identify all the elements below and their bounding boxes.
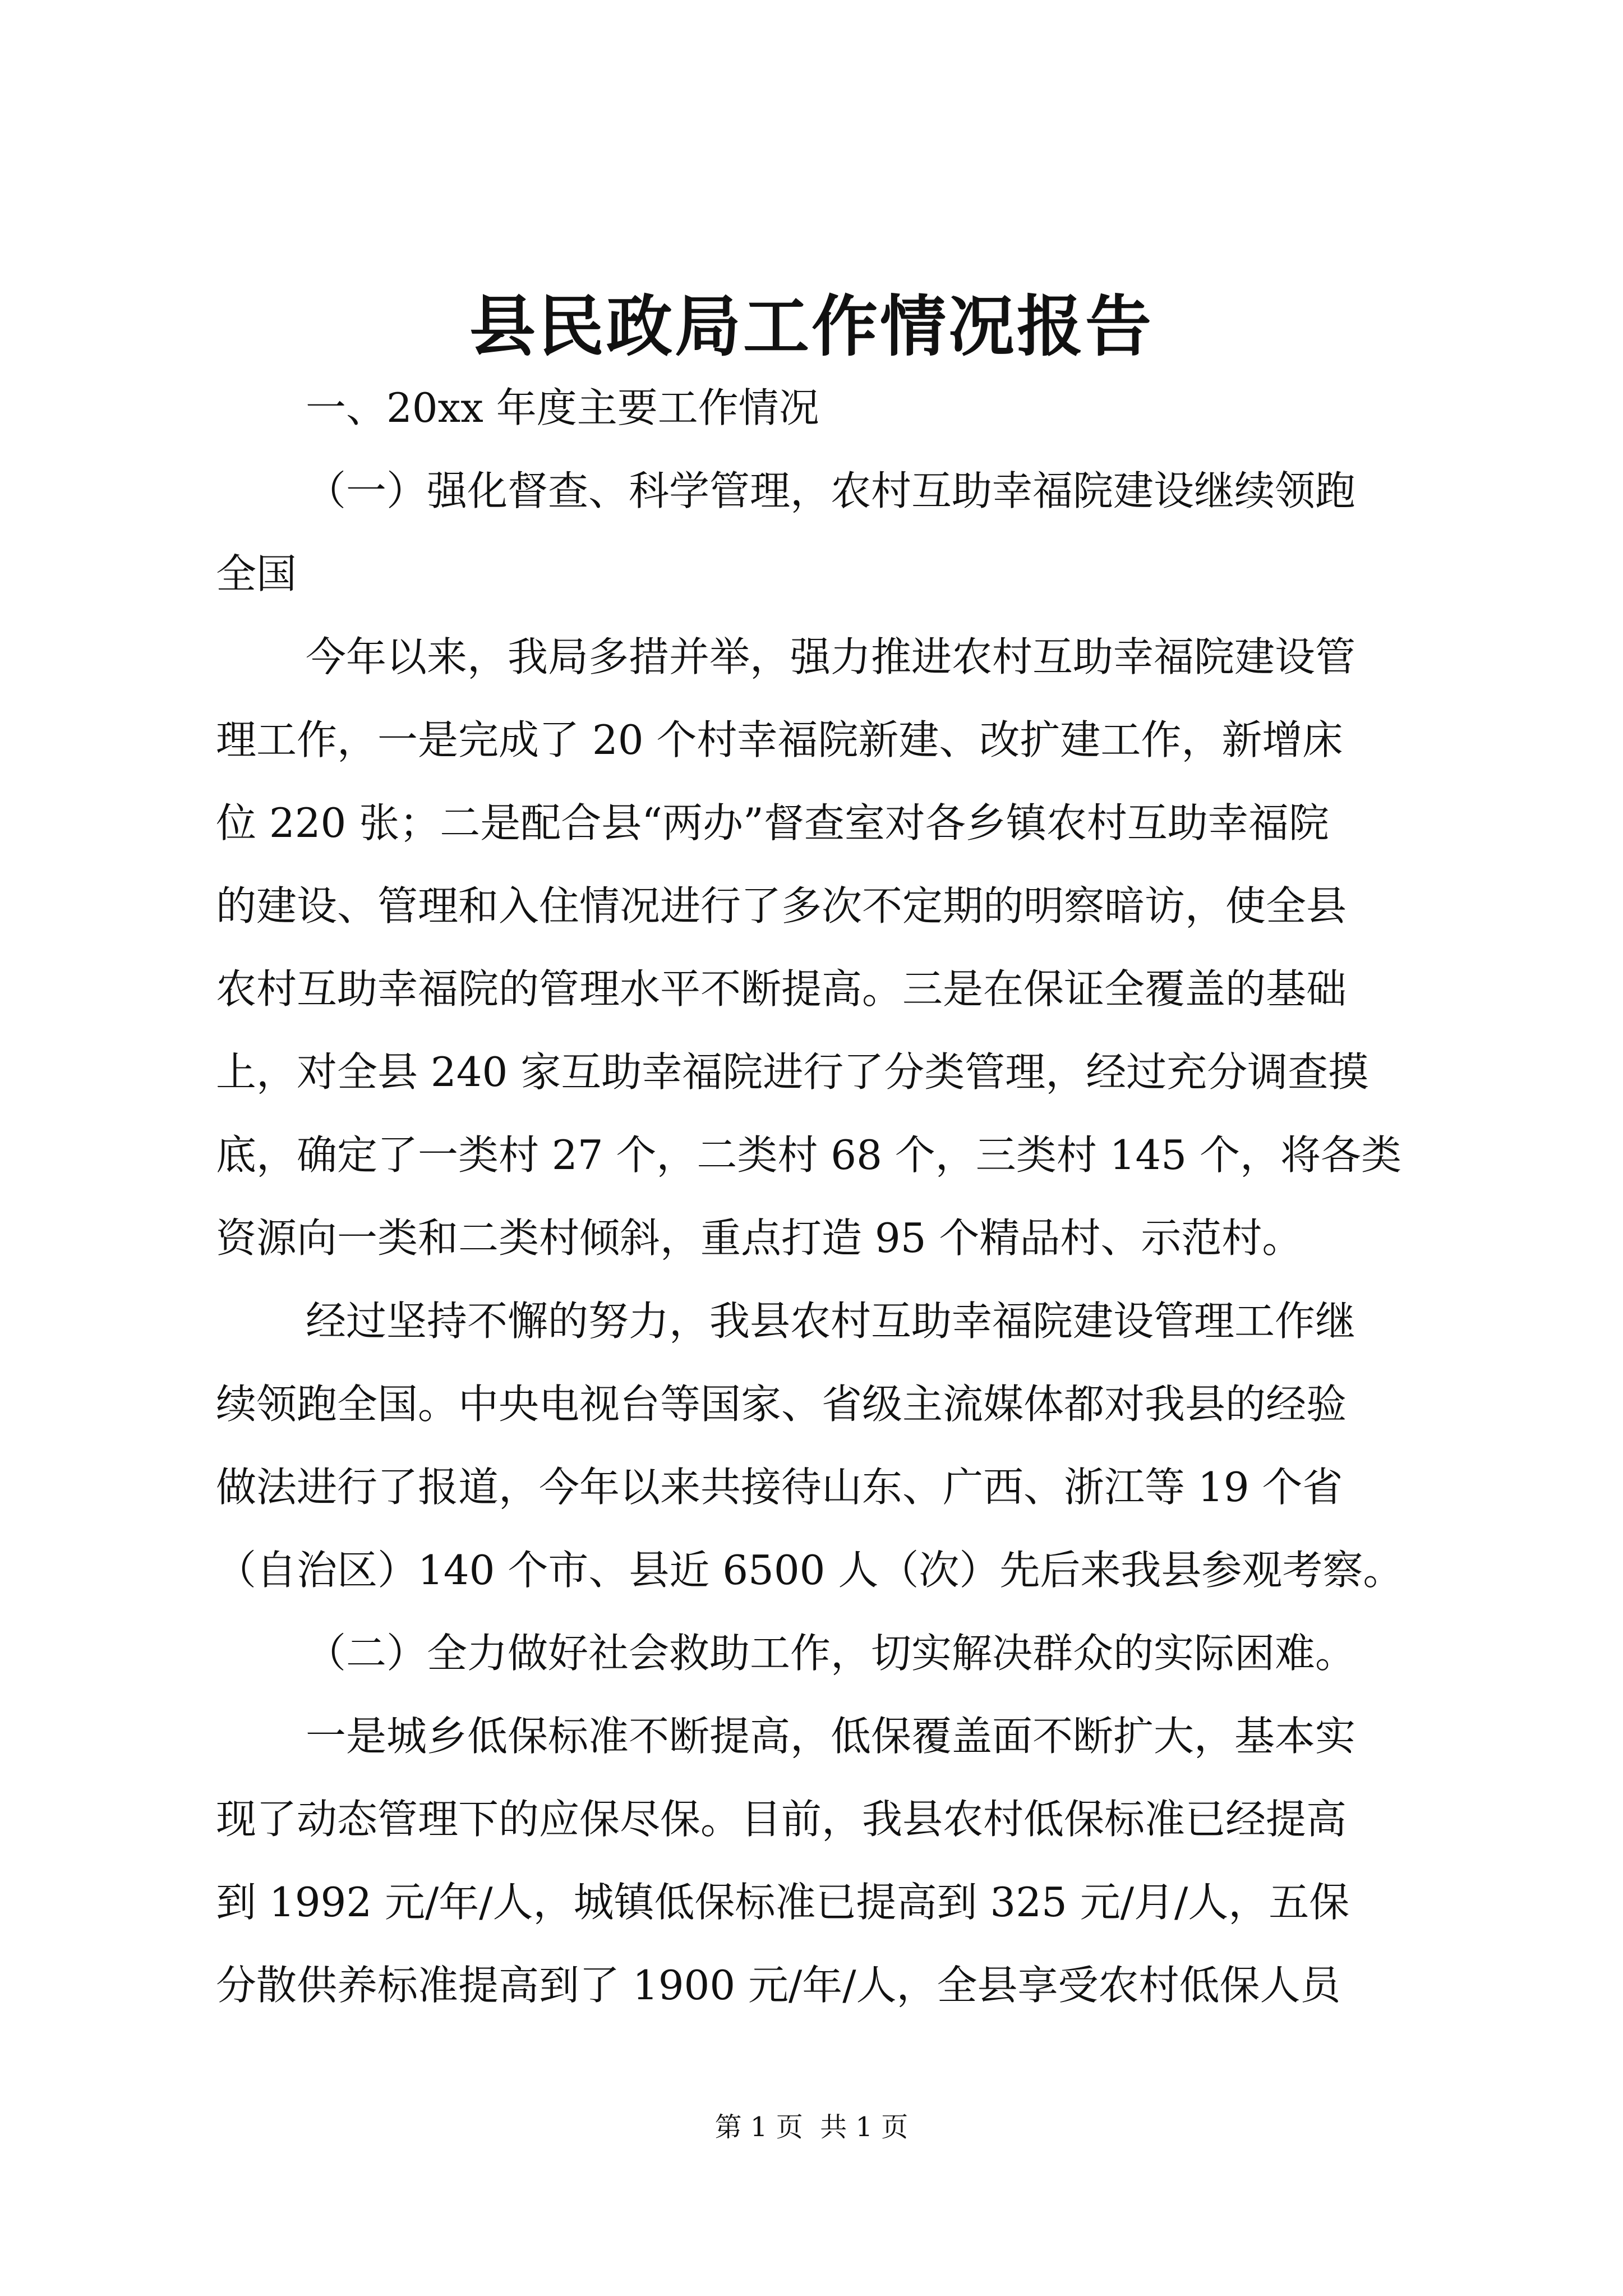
paragraph-line: 到 1992 元/年/人，城镇低保标准已提高到 325 元/月/人，五保	[216, 1879, 1350, 1926]
paragraph-line: 理工作，一是完成了 20 个村幸福院新建、改扩建工作，新增床	[216, 716, 1343, 763]
paragraph-line: 一是城乡低保标准不断提高，低保覆盖面不断扩大，基本实	[306, 1713, 1356, 1760]
subsection-heading: （一）强化督查、科学管理，农村互助幸福院建设继续领跑	[306, 467, 1356, 514]
document-title: 县民政局工作情况报告	[469, 287, 1154, 365]
section-heading: 一、20xx 年度主要工作情况	[306, 384, 819, 431]
page-footer: 第 1 页 共 1 页	[714, 2111, 909, 2143]
paragraph-line: 分散供养标准提高到了 1900 元/年/人，全县享受农村低保人员	[216, 1962, 1341, 2009]
paragraph-line: 今年以来，我局多措并举，强力推进农村互助幸福院建设管	[306, 633, 1356, 680]
subsection-heading: （二）全力做好社会救助工作，切实解决群众的实际困难。	[306, 1630, 1356, 1677]
paragraph-line: 农村互助幸福院的管理水平不断提高。三是在保证全覆盖的基础	[216, 965, 1347, 1013]
subsection-heading-cont: 全国	[216, 550, 297, 597]
paragraph-line: 现了动态管理下的应保尽保。目前，我县农村低保标准已经提高	[216, 1796, 1347, 1843]
paragraph-line: 底，确定了一类村 27 个，二类村 68 个，三类村 145 个，将各类	[216, 1131, 1401, 1179]
paragraph-line: 经过坚持不懈的努力，我县农村互助幸福院建设管理工作继	[306, 1297, 1356, 1345]
paragraph-line: （自治区）140 个市、县近 6500 人（次）先后来我县参观考察。	[216, 1547, 1404, 1594]
paragraph-line: 做法进行了报道，今年以来共接待山东、广西、浙江等 19 个省	[216, 1464, 1343, 1511]
paragraph-line: 资源向一类和二类村倾斜，重点打造 95 个精品村、示范村。	[216, 1214, 1303, 1262]
paragraph-line: 的建设、管理和入住情况进行了多次不定期的明察暗访，使全县	[216, 882, 1347, 930]
paragraph-line: 上，对全县 240 家互助幸福院进行了分类管理，经过充分调查摸	[216, 1048, 1369, 1096]
paragraph-line: 续领跑全国。中央电视台等国家、省级主流媒体都对我县的经验	[216, 1381, 1347, 1428]
paragraph-line: 位 220 张；二是配合县“两办”督查室对各乡镇农村互助幸福院	[216, 799, 1329, 846]
